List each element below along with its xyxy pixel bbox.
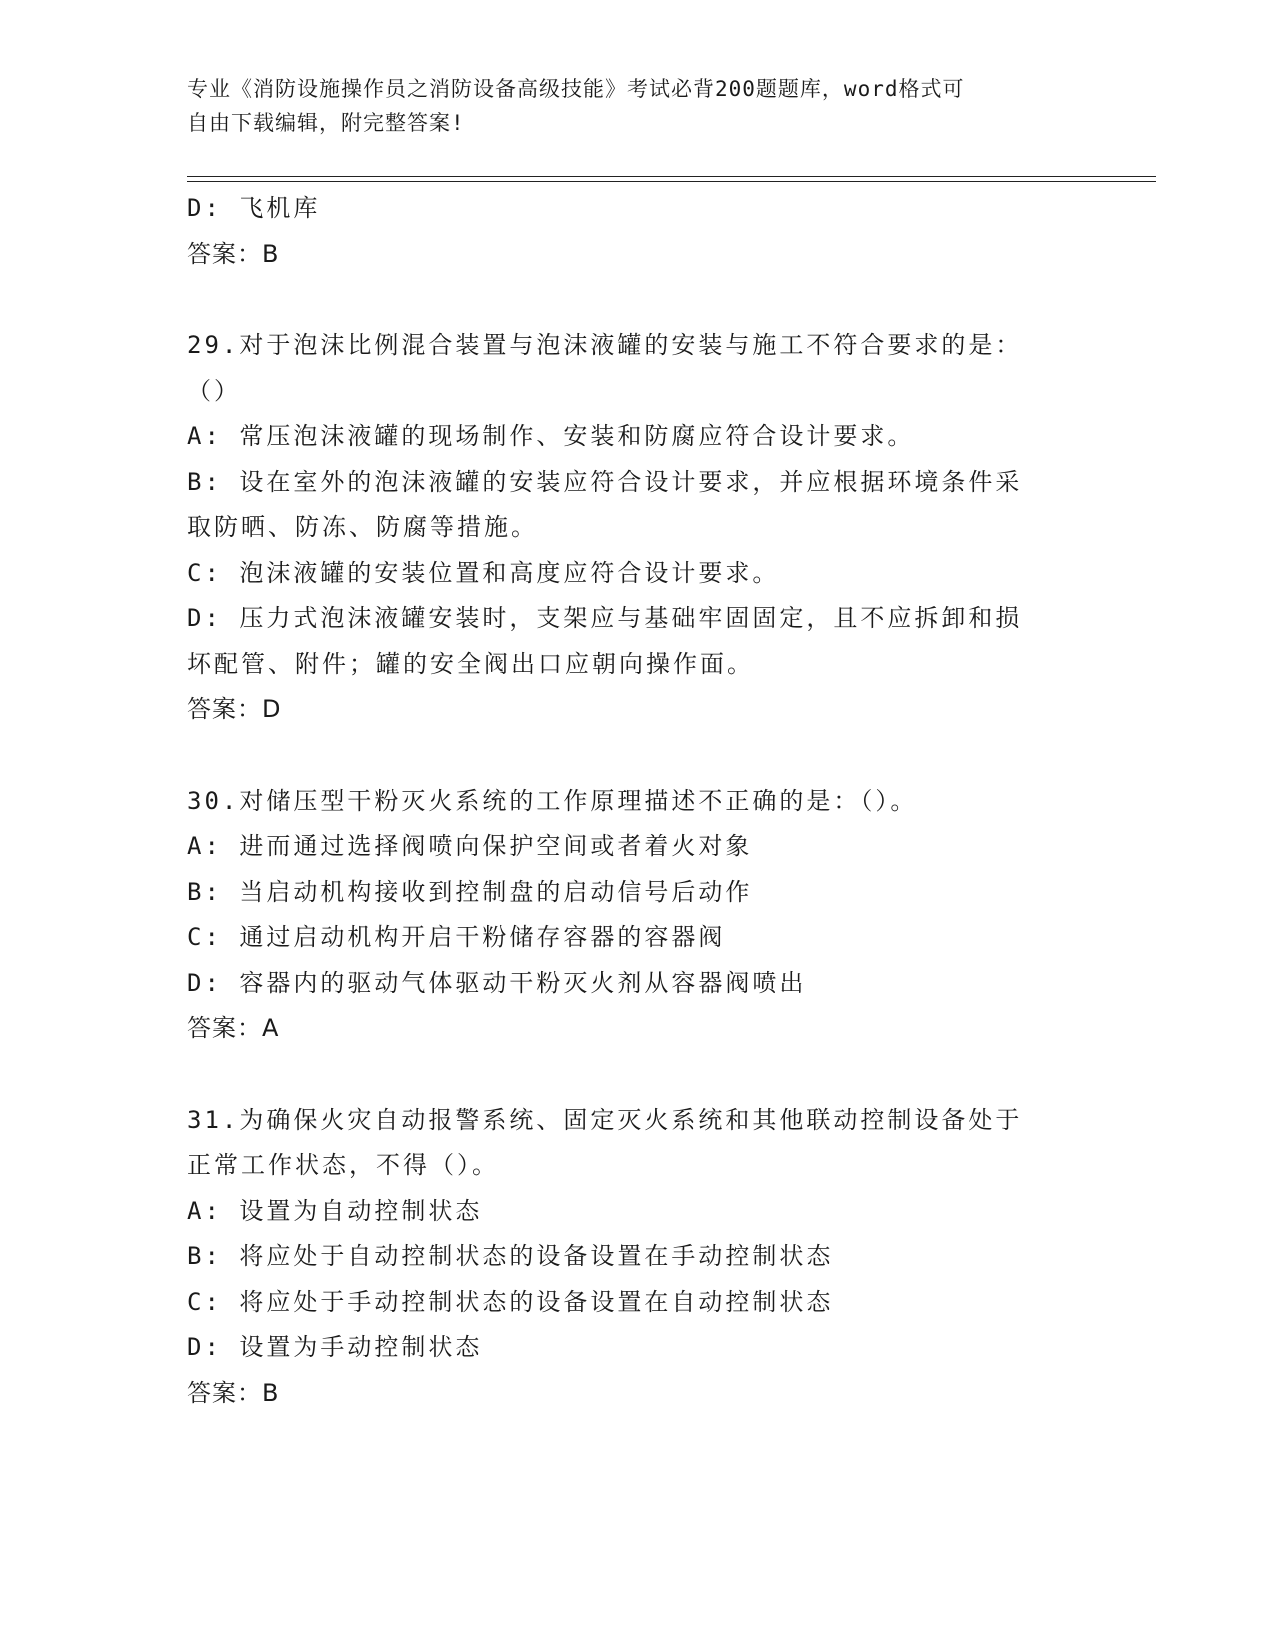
answer-label: 答案：A <box>187 1014 280 1042</box>
header-line-1: 专业《消防设施操作员之消防设备高级技能》考试必背200题题库，word格式可 <box>187 77 965 101</box>
option-d: D: 压力式泡沫液罐安装时，支架应与基础牢固固定，且不应拆卸和损 <box>187 604 1023 632</box>
option-d-cont: 坏配管、附件；罐的安全阀出口应朝向操作面。 <box>187 649 754 678</box>
option-a: A: 设置为自动控制状态 <box>187 1196 483 1225</box>
option-b-cont: 取防晒、防冻、防腐等措施。 <box>187 513 538 541</box>
answer-label: 答案：B <box>187 239 280 268</box>
question-31 <box>187 1098 1067 1417</box>
header-divider <box>187 176 1156 182</box>
option-c: C: 通过启动机构开启干粉储存容器的容器阀 <box>187 923 726 951</box>
option-a: A: 进而通过选择阀喷向保护空间或者着火对象 <box>187 832 753 860</box>
option-c: C: 将应处于手动控制状态的设备设置在自动控制状态 <box>187 1287 834 1316</box>
option-a: A: 常压泡沫液罐的现场制作、安装和防腐应符合设计要求。 <box>187 422 915 450</box>
question-stem-cont: 正常工作状态，不得（）。 <box>187 1151 499 1179</box>
spacer <box>187 277 1067 323</box>
question-30 <box>187 779 1067 1052</box>
header-line-2: 自由下载编辑，附完整答案! <box>187 111 465 135</box>
spacer <box>187 733 1067 779</box>
document-header <box>187 72 1087 140</box>
option-b: B: 将应处于自动控制状态的设备设置在手动控制状态 <box>187 1242 834 1270</box>
answer-label: 答案：D <box>187 695 282 723</box>
option-d: D: 容器内的驱动气体驱动干粉灭火剂从容器阀喷出 <box>187 968 807 997</box>
option-d: D: 飞机库 <box>187 194 321 222</box>
question-stem: 31.为确保火灾自动报警系统、固定灭火系统和其他联动控制设备处于 <box>187 1105 1023 1134</box>
question-stem-cont: （） <box>187 376 241 405</box>
question-28-continued <box>187 186 1067 277</box>
question-stem: 30.对储压型干粉灭火系统的工作原理描述不正确的是：（）。 <box>187 786 918 815</box>
spacer <box>187 1052 1067 1098</box>
question-29 <box>187 323 1067 733</box>
option-b: B: 当启动机构接收到控制盘的启动信号后动作 <box>187 877 753 906</box>
answer-label: 答案：B <box>187 1378 280 1407</box>
question-stem: 29.对于泡沫比例混合装置与泡沫液罐的安装与施工不符合要求的是： <box>187 331 1023 359</box>
option-c: C: 泡沫液罐的安装位置和高度应符合设计要求。 <box>187 558 780 587</box>
option-b: B: 设在室外的泡沫液罐的安装应符合设计要求，并应根据环境条件采 <box>187 467 1023 496</box>
question-list <box>187 186 1067 1416</box>
option-d: D: 设置为手动控制状态 <box>187 1333 483 1361</box>
